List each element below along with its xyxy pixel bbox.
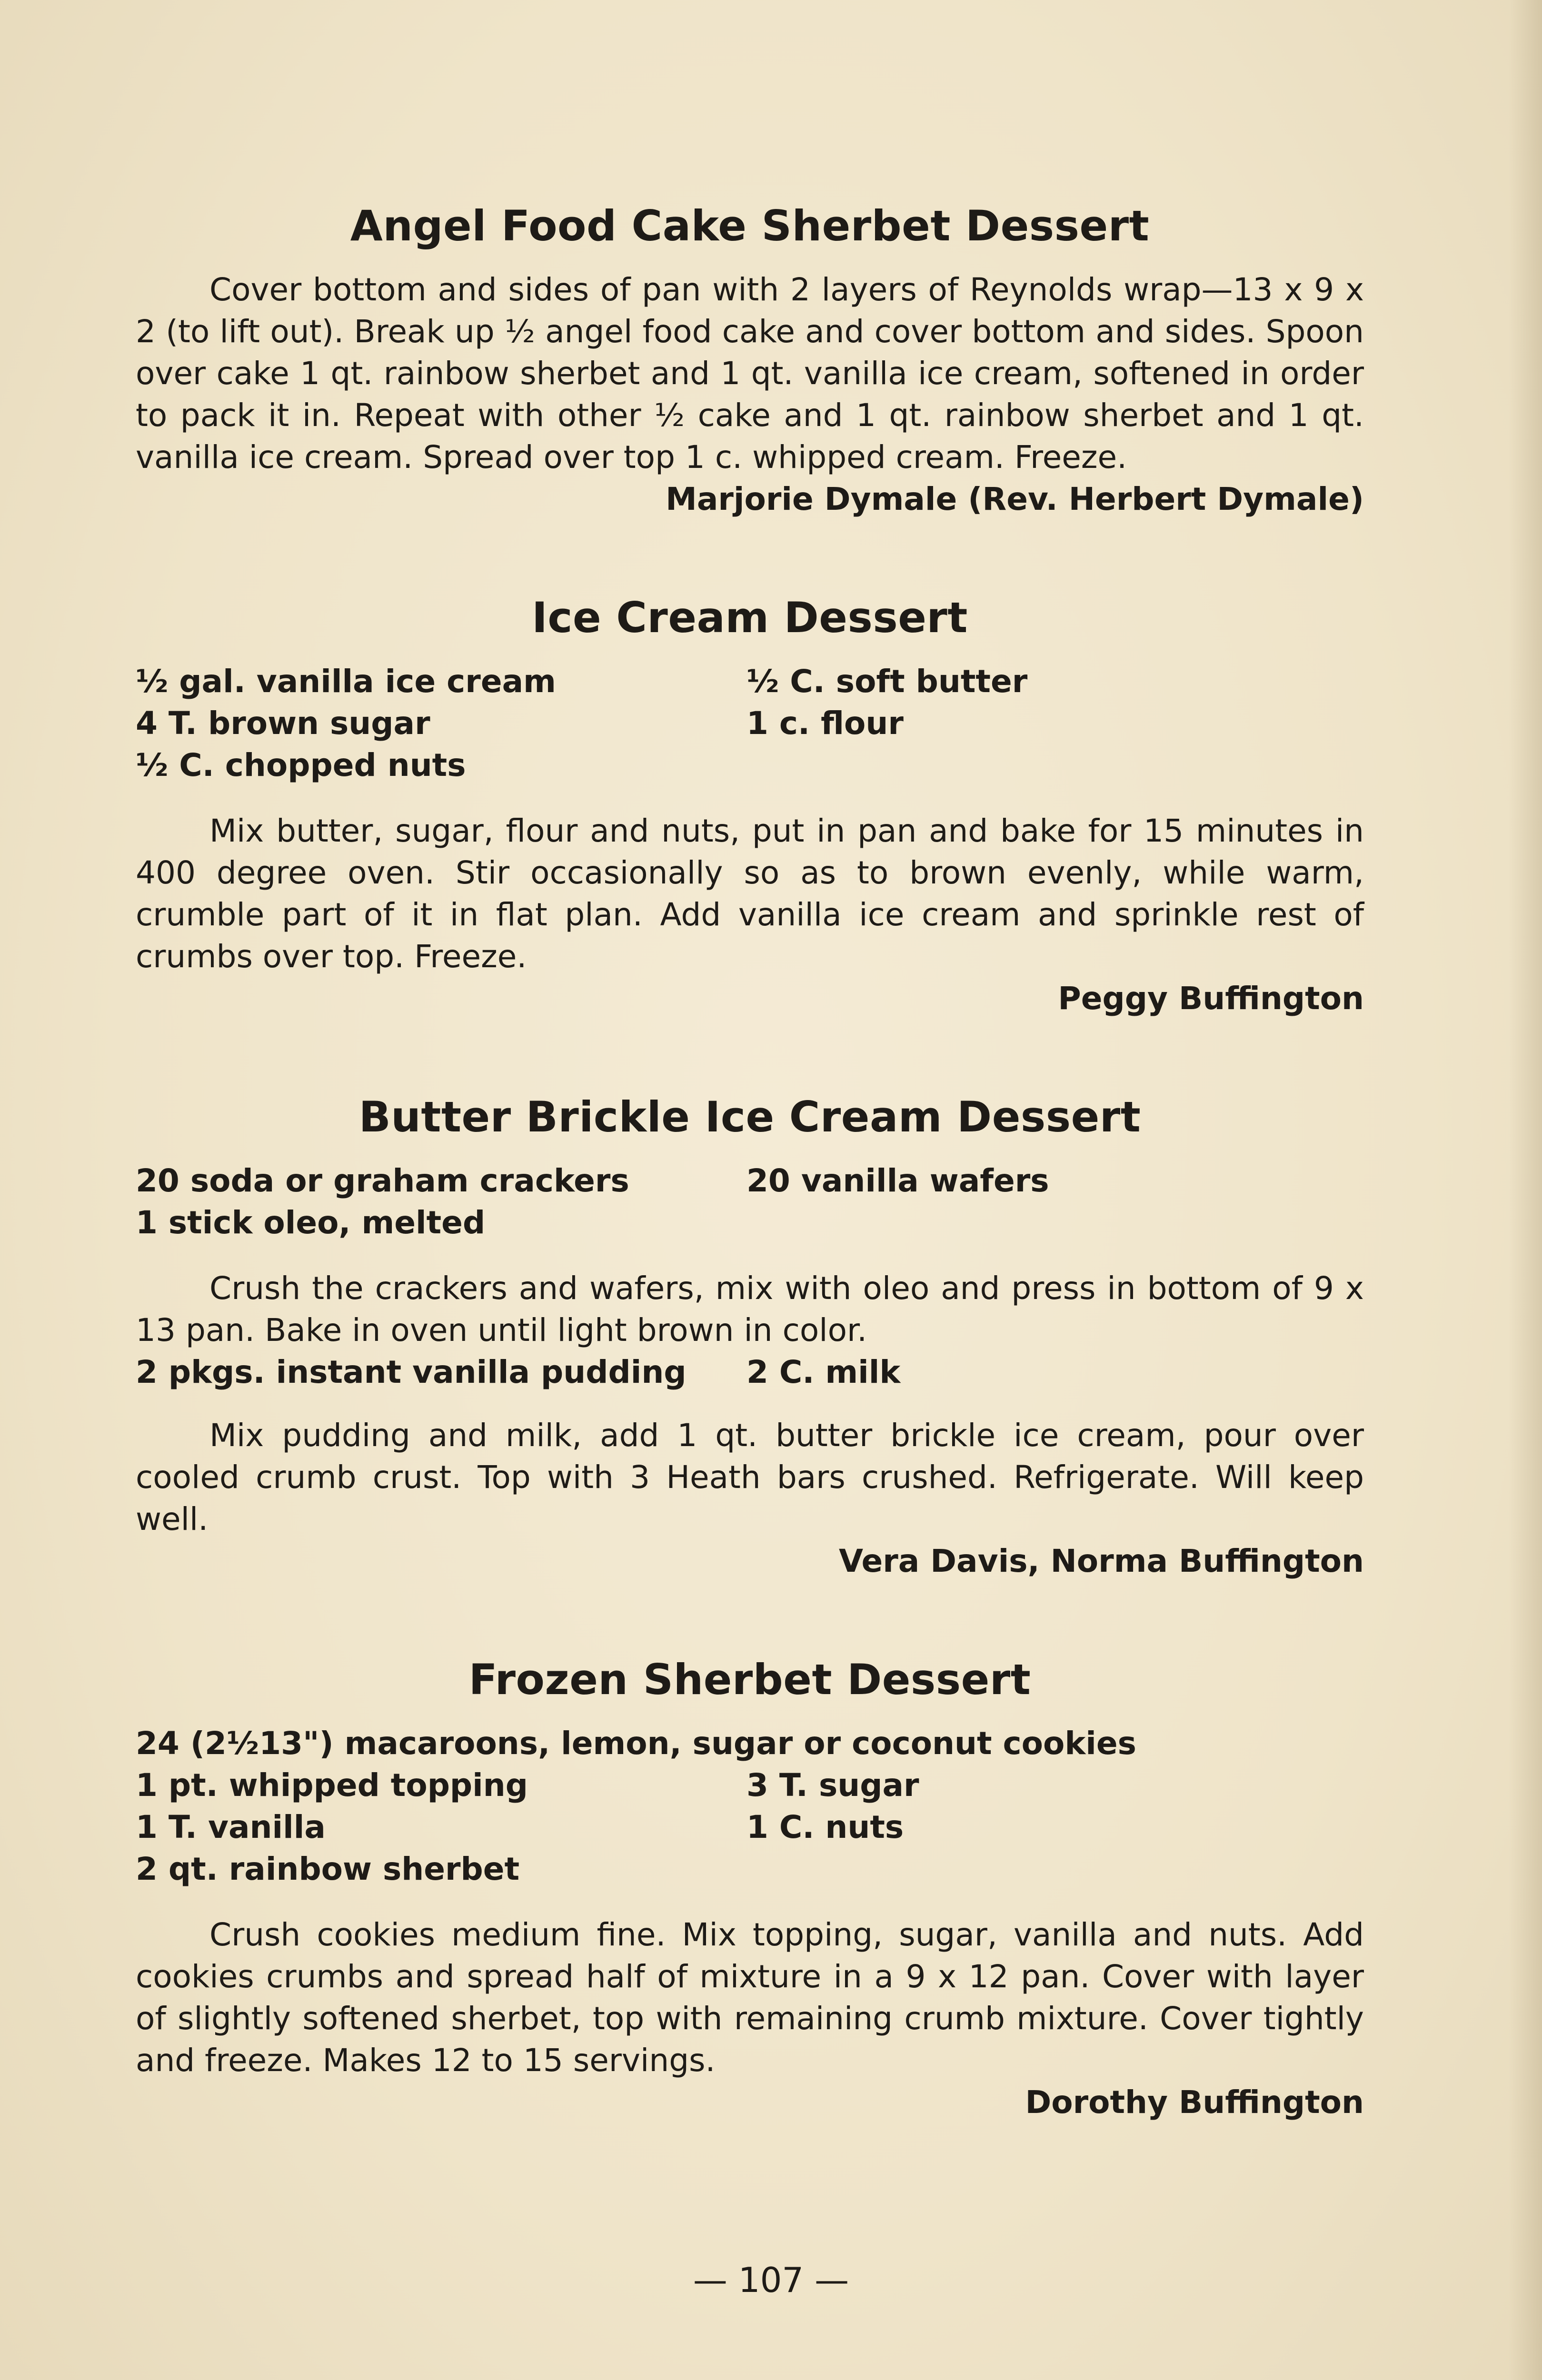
recipe-instructions-secondary: Mix pudding and milk, add 1 qt. butter brickle ice cream, pour over cooled crumb crust. Top with 3 Heath bars crushed. Refrigerate. Will keep well. bbox=[136, 1417, 1364, 1537]
recipe-frozen-sherbet-dessert bbox=[136, 1654, 1364, 2123]
ingredient: 3 T. sugar bbox=[746, 1767, 919, 1804]
ingredient: 4 T. brown sugar bbox=[136, 705, 430, 742]
page-content bbox=[136, 200, 1364, 2123]
ingredient-list bbox=[136, 661, 1364, 786]
recipe-instructions: Crush the crackers and wafers, mix with oleo and press in bottom of 9 x 13 pan. Bake in oven until light brown in color. bbox=[136, 1270, 1364, 1349]
recipe-author: Marjorie Dymale (Rev. Herbert Dymale) bbox=[666, 481, 1364, 517]
ingredient: 1 T. vanilla bbox=[136, 1809, 326, 1845]
ingredient: 1 c. flour bbox=[746, 705, 904, 742]
ingredient: 2 C. milk bbox=[746, 1354, 901, 1390]
ingredient-list bbox=[136, 1160, 1364, 1244]
ingredient: ½ C. chopped nuts bbox=[136, 747, 466, 783]
recipe-instructions: Mix butter, sugar, flour and nuts, put in pan and bake for 15 minutes in 400 degree oven. Stir occasionally so as to brown evenly, while warm, crumble part of it in flat plan. Add vanilla ice cream and sprinkle rest of crumbs over top. Freeze. bbox=[136, 813, 1364, 975]
ingredient: 20 soda or graham crackers bbox=[136, 1162, 629, 1199]
ingredient: 20 vanilla wafers bbox=[746, 1162, 1049, 1199]
recipe-angel-food-cake-sherbet-dessert bbox=[136, 200, 1364, 520]
recipe-ice-cream-dessert bbox=[136, 592, 1364, 1020]
ingredient: 1 pt. whipped topping bbox=[136, 1767, 528, 1804]
ingredient: 24 (2½13") macaroons, lemon, sugar or coconut cookies bbox=[136, 1725, 1136, 1762]
recipe-title: Butter Brickle Ice Cream Dessert bbox=[358, 1092, 1141, 1141]
recipe-author: Vera Davis, Norma Buffington bbox=[838, 1543, 1364, 1579]
ingredient: 1 stick oleo, melted bbox=[136, 1204, 486, 1241]
recipe-author: Dorothy Buffington bbox=[1025, 2084, 1364, 2121]
recipe-instructions: Cover bottom and sides of pan with 2 layers of Reynolds wrap—13 x 9 x 2 (to lift out). Break up ½ angel food cake and cover bottom and sides. Spoon over cake 1 qt. rainbow sherbet and 1 qt. vanilla ice cream, softened in order to pack it in. Repeat with other ½ cake and 1 qt. rainbow sherbet and 1 qt. vanilla ice cream. Spread over top 1 c. whipped cream. Freeze. bbox=[136, 271, 1364, 476]
ingredient: ½ gal. vanilla ice cream bbox=[136, 663, 556, 700]
recipe-butter-brickle-ice-cream-dessert bbox=[136, 1091, 1364, 1582]
ingredient: 2 pkgs. instant vanilla pudding bbox=[136, 1354, 686, 1390]
ingredient: 1 C. nuts bbox=[746, 1809, 904, 1845]
ingredient: ½ C. soft butter bbox=[746, 663, 1028, 700]
page-number: — 107 — bbox=[693, 2260, 849, 2300]
ingredient-list bbox=[136, 1765, 1364, 1890]
ingredient: 2 qt. rainbow sherbet bbox=[136, 1851, 520, 1887]
recipe-title: Frozen Sherbet Dessert bbox=[468, 1655, 1031, 1704]
ingredient-list-secondary bbox=[136, 1351, 1364, 1393]
recipe-instructions: Crush cookies medium fine. Mix topping, sugar, vanilla and nuts. Add cookies crumbs and spread half of mixture in a 9 x 12 pan. Cover with layer of slightly softened sherbet, top with remaining crumb mixture. Cover tightly and freeze. Makes 12 to 15 servings. bbox=[136, 1916, 1364, 2079]
recipe-title: Ice Cream Dessert bbox=[532, 593, 968, 642]
page-edge-shadow bbox=[1509, 0, 1542, 2380]
recipe-title: Angel Food Cake Sherbet Dessert bbox=[350, 201, 1150, 250]
recipe-author: Peggy Buffington bbox=[1058, 980, 1364, 1017]
